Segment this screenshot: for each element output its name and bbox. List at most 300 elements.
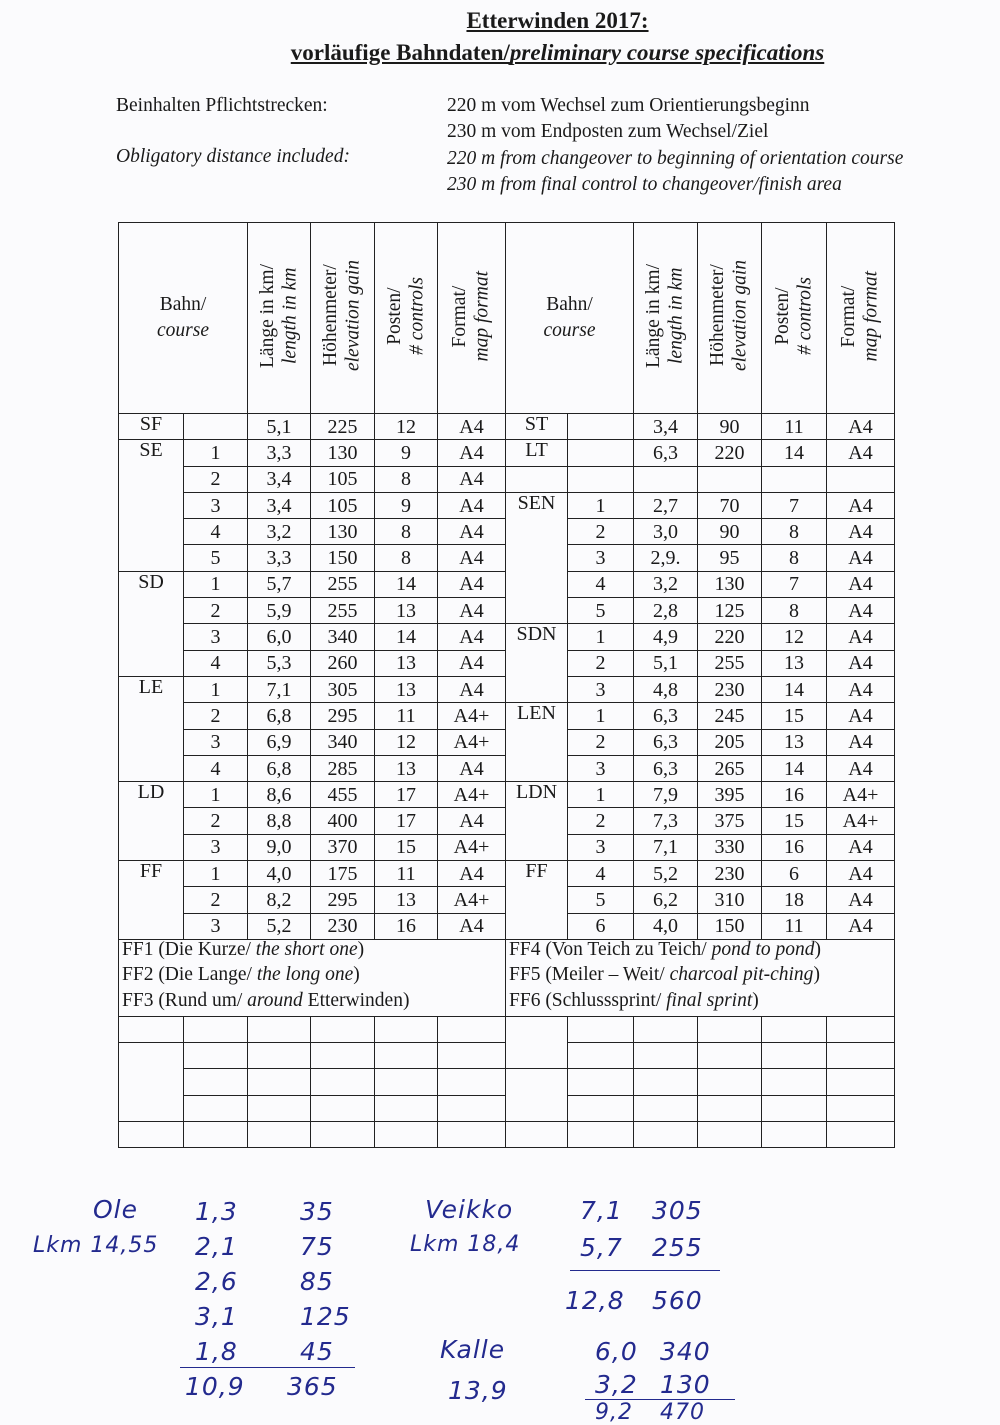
right-cell: 7,3 <box>634 808 698 834</box>
right-cell: 130 <box>698 571 762 597</box>
left-cell: 8 <box>375 545 438 571</box>
left-cell: 150 <box>311 545 375 571</box>
header-format-right: Format/ map format <box>827 223 895 414</box>
left-cell: 2 <box>184 703 248 729</box>
info-en-1: 220 m from changeover to beginning of orientation course <box>447 148 904 169</box>
right-cell: 6,3 <box>634 703 698 729</box>
right-cell <box>506 519 568 545</box>
right-cell: 230 <box>698 861 762 887</box>
left-cell: 455 <box>311 782 375 808</box>
left-cell <box>119 1016 184 1042</box>
ff-note: FF1 (Die Kurze/ the short one) <box>122 938 365 960</box>
right-cell: 7 <box>762 571 827 597</box>
ff-notes-row <box>119 939 895 1016</box>
row-row <box>119 519 895 545</box>
right-cell: 1 <box>568 703 634 729</box>
left-cell: 13 <box>375 676 438 702</box>
left-cell <box>375 1016 438 1042</box>
right-cell <box>568 466 634 492</box>
row2-row <box>119 1095 895 1121</box>
right-cell: A4 <box>827 571 895 597</box>
left-cell: 260 <box>311 650 375 676</box>
left-cell: 340 <box>311 729 375 755</box>
right-cell <box>698 466 762 492</box>
right-cell <box>698 1069 762 1095</box>
right-cell: A4 <box>827 545 895 571</box>
left-cell: A4+ <box>438 834 506 860</box>
left-cell: 3,4 <box>248 466 311 492</box>
row-row <box>119 545 895 571</box>
right-cell: A4 <box>827 492 895 518</box>
right-cell <box>506 808 568 834</box>
left-cell: 3,3 <box>248 440 311 466</box>
right-cell: 220 <box>698 624 762 650</box>
row-row <box>119 913 895 939</box>
ff-note: FF2 (Die Lange/ the long one) <box>122 964 360 986</box>
left-cell: A4 <box>438 755 506 781</box>
right-cell: 4,0 <box>634 913 698 939</box>
right-cell <box>762 1016 827 1042</box>
right-cell <box>568 1069 634 1095</box>
right-cell: A4 <box>827 913 895 939</box>
right-cell <box>634 1043 698 1069</box>
right-cell <box>698 1122 762 1148</box>
right-cell: LDN <box>506 782 568 808</box>
left-cell: LD <box>119 782 184 808</box>
right-cell <box>698 1095 762 1121</box>
hand-ole-hm: 75 <box>300 1232 334 1261</box>
left-cell: 3,3 <box>248 545 311 571</box>
hand-kalle-hm-1: 340 <box>660 1337 711 1366</box>
left-cell <box>438 1122 506 1148</box>
right-cell: 16 <box>762 782 827 808</box>
row2-row <box>119 1069 895 1095</box>
row-row <box>119 755 895 781</box>
left-cell <box>119 729 184 755</box>
right-cell <box>634 1122 698 1148</box>
left-cell: 17 <box>375 808 438 834</box>
left-cell <box>248 1016 311 1042</box>
right-cell: A4 <box>827 755 895 781</box>
right-cell: A4 <box>827 650 895 676</box>
left-cell <box>119 545 184 571</box>
right-cell: 1 <box>568 782 634 808</box>
hand-veikko-km: Lkm 18,4 <box>410 1232 521 1257</box>
left-cell <box>119 492 184 518</box>
row-row <box>119 492 895 518</box>
left-cell <box>438 1043 506 1069</box>
row-row <box>119 624 895 650</box>
left-cell: 14 <box>375 624 438 650</box>
ff-notes-left <box>119 939 506 1016</box>
left-cell <box>375 1069 438 1095</box>
right-cell: 1 <box>568 624 634 650</box>
left-cell: 14 <box>375 571 438 597</box>
right-cell: 1 <box>568 492 634 518</box>
left-cell: 1 <box>184 782 248 808</box>
left-cell: A4 <box>438 545 506 571</box>
header-length-left: Länge in km/ length in km <box>248 223 311 414</box>
right-cell <box>827 1043 895 1069</box>
left-cell <box>438 1016 506 1042</box>
right-cell: 7,9 <box>634 782 698 808</box>
right-cell: 245 <box>698 703 762 729</box>
hand-ole-hm: 85 <box>300 1267 334 1296</box>
right-cell <box>506 598 568 624</box>
left-cell <box>311 1069 375 1095</box>
right-cell: 3 <box>568 545 634 571</box>
info-de-1: 220 m vom Wechsel zum Orientierungsbeginn <box>447 95 810 116</box>
left-cell: 9,0 <box>248 834 311 860</box>
left-cell <box>311 1122 375 1148</box>
row2-row <box>119 1122 895 1148</box>
left-cell: 3 <box>184 729 248 755</box>
left-cell <box>248 1043 311 1069</box>
left-cell: A4 <box>438 571 506 597</box>
left-cell <box>119 808 184 834</box>
ff-notes-right <box>506 939 895 1016</box>
right-cell: 4 <box>568 861 634 887</box>
right-cell: 15 <box>762 703 827 729</box>
right-cell <box>506 1122 568 1148</box>
row-row <box>119 598 895 624</box>
row-row <box>119 466 895 492</box>
row2-row <box>119 1043 895 1069</box>
left-cell: 2 <box>184 808 248 834</box>
left-cell: 6,0 <box>248 624 311 650</box>
right-cell: 14 <box>762 755 827 781</box>
right-cell <box>762 1095 827 1121</box>
course-table <box>118 222 895 1148</box>
left-cell: SE <box>119 440 184 466</box>
right-cell: 6 <box>568 913 634 939</box>
left-cell: 13 <box>375 755 438 781</box>
right-cell: LEN <box>506 703 568 729</box>
right-cell: 4 <box>568 571 634 597</box>
left-cell <box>119 703 184 729</box>
left-cell: 7,1 <box>248 676 311 702</box>
right-cell: A4 <box>827 861 895 887</box>
right-cell: 6,3 <box>634 755 698 781</box>
right-cell <box>506 650 568 676</box>
page-subtitle: vorläufige Bahndaten/preliminary course specifications <box>290 40 825 65</box>
right-cell <box>827 1122 895 1148</box>
right-cell: A4 <box>827 519 895 545</box>
left-cell: 4,0 <box>248 861 311 887</box>
header-format-left: Format/ map format <box>438 223 506 414</box>
right-cell <box>506 1016 568 1042</box>
left-cell: 370 <box>311 834 375 860</box>
hand-ole-km: 1,8 <box>195 1337 238 1366</box>
right-cell: 6,3 <box>634 729 698 755</box>
right-cell: 6,2 <box>634 887 698 913</box>
hand-kalle-name: Kalle <box>440 1335 506 1364</box>
right-cell: SDN <box>506 624 568 650</box>
left-cell <box>375 1095 438 1121</box>
right-cell: 14 <box>762 676 827 702</box>
right-cell: 70 <box>698 492 762 518</box>
row-row <box>119 703 895 729</box>
left-cell: A4+ <box>438 703 506 729</box>
left-cell <box>119 650 184 676</box>
left-cell: 5,2 <box>248 913 311 939</box>
right-cell <box>506 834 568 860</box>
right-cell <box>506 545 568 571</box>
right-cell <box>634 1095 698 1121</box>
left-cell <box>119 519 184 545</box>
left-cell: A4+ <box>438 782 506 808</box>
hand-veikko-sum-hm: 560 <box>652 1286 703 1315</box>
hand-ole-hm: 125 <box>300 1302 351 1331</box>
right-cell: A4 <box>827 729 895 755</box>
right-cell <box>698 1016 762 1042</box>
left-cell: 3,4 <box>248 492 311 518</box>
hand-veikko-km-2: 5,7 <box>580 1233 623 1262</box>
left-cell <box>119 466 184 492</box>
left-cell <box>119 598 184 624</box>
hand-veikko-sum-km: 12,8 <box>565 1286 625 1315</box>
left-cell: A4 <box>438 913 506 939</box>
left-cell: 105 <box>311 466 375 492</box>
right-cell: A4 <box>827 414 895 440</box>
left-cell <box>119 1095 184 1121</box>
left-cell <box>119 624 184 650</box>
right-cell: 90 <box>698 519 762 545</box>
right-cell <box>827 466 895 492</box>
info-label-de: Beinhalten Pflichtstrecken: <box>116 95 328 116</box>
row-row <box>119 414 895 440</box>
left-cell: 5,3 <box>248 650 311 676</box>
left-cell: 11 <box>375 703 438 729</box>
left-cell: 13 <box>375 598 438 624</box>
left-cell <box>119 755 184 781</box>
left-cell: 5,7 <box>248 571 311 597</box>
right-cell: 16 <box>762 834 827 860</box>
left-cell: A4 <box>438 466 506 492</box>
right-cell <box>506 1095 568 1121</box>
left-cell: A4 <box>438 519 506 545</box>
left-cell <box>184 1095 248 1121</box>
left-cell <box>311 1095 375 1121</box>
right-cell: 11 <box>762 414 827 440</box>
hand-kalle-km-2: 3,2 <box>595 1370 638 1399</box>
left-cell: 13 <box>375 650 438 676</box>
right-cell: A4 <box>827 598 895 624</box>
left-cell: 3 <box>184 913 248 939</box>
table-header-row <box>119 223 895 414</box>
hand-ole-hm: 35 <box>300 1197 334 1226</box>
left-cell: 12 <box>375 729 438 755</box>
left-cell: A4 <box>438 440 506 466</box>
left-cell <box>119 913 184 939</box>
row-row <box>119 729 895 755</box>
right-cell <box>827 1095 895 1121</box>
left-cell: LE <box>119 676 184 702</box>
right-cell: 3 <box>568 676 634 702</box>
right-cell <box>506 571 568 597</box>
right-cell <box>762 1122 827 1148</box>
left-cell: 285 <box>311 755 375 781</box>
left-cell: 305 <box>311 676 375 702</box>
left-cell: 3 <box>184 624 248 650</box>
right-cell: 13 <box>762 650 827 676</box>
hand-kalle-km-1: 6,0 <box>595 1337 638 1366</box>
right-cell: A4 <box>827 887 895 913</box>
right-cell: 6,3 <box>634 440 698 466</box>
right-cell: 2,7 <box>634 492 698 518</box>
right-cell: 6 <box>762 861 827 887</box>
right-cell <box>827 1069 895 1095</box>
right-cell: A4 <box>827 440 895 466</box>
left-cell: 2 <box>184 887 248 913</box>
left-cell: A4 <box>438 492 506 518</box>
right-cell: 2 <box>568 650 634 676</box>
left-cell: 5 <box>184 545 248 571</box>
right-cell <box>568 1016 634 1042</box>
left-cell: 105 <box>311 492 375 518</box>
header-controls-left: Posten/ # controls <box>375 223 438 414</box>
right-cell: 375 <box>698 808 762 834</box>
right-cell <box>762 1069 827 1095</box>
left-cell: 15 <box>375 834 438 860</box>
hand-ole-km: 2,6 <box>195 1267 238 1296</box>
right-cell: 12 <box>762 624 827 650</box>
right-cell: 3,4 <box>634 414 698 440</box>
right-cell <box>568 440 634 466</box>
left-cell: A4 <box>438 598 506 624</box>
left-cell: 225 <box>311 414 375 440</box>
left-cell <box>119 1043 184 1069</box>
left-cell: 5,9 <box>248 598 311 624</box>
left-cell <box>248 1095 311 1121</box>
right-cell <box>827 1016 895 1042</box>
left-cell <box>184 1016 248 1042</box>
right-cell <box>506 913 568 939</box>
header-course-left: Bahn/ course <box>119 223 248 414</box>
right-cell: 150 <box>698 913 762 939</box>
left-cell <box>119 887 184 913</box>
left-cell: 2 <box>184 598 248 624</box>
right-cell: 5 <box>568 598 634 624</box>
left-cell: 4 <box>184 519 248 545</box>
left-cell: 13 <box>375 887 438 913</box>
left-cell: A4+ <box>438 729 506 755</box>
left-cell <box>184 414 248 440</box>
hand-veikko-hm-2: 255 <box>652 1233 703 1262</box>
hand-ole-sum-line <box>180 1367 355 1368</box>
page-title: Etterwinden 2017: <box>466 8 649 33</box>
left-cell: 6,9 <box>248 729 311 755</box>
hand-veikko-sum-line <box>570 1270 720 1271</box>
hand-ole-km: 1,3 <box>195 1197 238 1226</box>
ff-note: FF4 (Von Teich zu Teich/ pond to pond) <box>509 938 821 960</box>
right-cell: 8 <box>762 545 827 571</box>
left-cell <box>375 1122 438 1148</box>
left-cell: 175 <box>311 861 375 887</box>
left-cell: 2 <box>184 466 248 492</box>
right-cell <box>506 887 568 913</box>
hand-ole-name: Ole <box>93 1195 139 1224</box>
right-cell: 3,2 <box>634 571 698 597</box>
right-cell: 8 <box>762 598 827 624</box>
right-cell: A4 <box>827 676 895 702</box>
right-cell: 5 <box>568 887 634 913</box>
left-cell: 4 <box>184 755 248 781</box>
left-cell: 1 <box>184 676 248 702</box>
right-cell: 125 <box>698 598 762 624</box>
right-cell: 95 <box>698 545 762 571</box>
info-de-2: 230 m vom Endposten zum Wechsel/Ziel <box>447 121 769 142</box>
left-cell <box>248 1122 311 1148</box>
right-cell: 2 <box>568 729 634 755</box>
left-cell: SD <box>119 571 184 597</box>
right-cell: 7 <box>762 492 827 518</box>
right-cell <box>762 1043 827 1069</box>
left-cell: A4+ <box>438 887 506 913</box>
hand-kalle-sum-km: 9,2 <box>595 1400 633 1425</box>
right-cell: 90 <box>698 414 762 440</box>
hand-ole-km: Lkm 14,55 <box>33 1233 159 1258</box>
row-row <box>119 834 895 860</box>
hand-kalle-hm-2: 130 <box>660 1370 711 1399</box>
right-cell <box>506 729 568 755</box>
left-cell <box>311 1043 375 1069</box>
left-cell: A4 <box>438 650 506 676</box>
left-cell: 3 <box>184 492 248 518</box>
header-elevation-left: Höhenmeter/ elevation gain <box>311 223 375 414</box>
right-cell: 5,2 <box>634 861 698 887</box>
left-cell: 1 <box>184 571 248 597</box>
right-cell: A4+ <box>827 808 895 834</box>
right-cell <box>568 1122 634 1148</box>
left-cell: 230 <box>311 913 375 939</box>
left-cell: 12 <box>375 414 438 440</box>
right-cell: 11 <box>762 913 827 939</box>
left-cell <box>184 1122 248 1148</box>
left-cell: 4 <box>184 650 248 676</box>
hand-ole-km: 3,1 <box>195 1302 238 1331</box>
left-cell: 9 <box>375 492 438 518</box>
left-cell: 400 <box>311 808 375 834</box>
info-label-en: Obligatory distance included: <box>116 146 350 167</box>
hand-kalle-value: 13,9 <box>448 1376 508 1405</box>
right-cell: 7,1 <box>634 834 698 860</box>
right-cell <box>634 466 698 492</box>
left-cell: 8 <box>375 466 438 492</box>
left-cell: 8,6 <box>248 782 311 808</box>
right-cell <box>568 414 634 440</box>
right-cell: 3 <box>568 834 634 860</box>
right-cell <box>634 1069 698 1095</box>
row-row <box>119 676 895 702</box>
right-cell: 8 <box>762 519 827 545</box>
left-cell: 5,1 <box>248 414 311 440</box>
right-cell: ST <box>506 414 568 440</box>
row-row <box>119 887 895 913</box>
right-cell: 310 <box>698 887 762 913</box>
header-length-right: Länge in km/ length in km <box>634 223 698 414</box>
right-cell: 13 <box>762 729 827 755</box>
left-cell: 130 <box>311 519 375 545</box>
right-cell: 255 <box>698 650 762 676</box>
right-cell: 3,0 <box>634 519 698 545</box>
left-cell <box>184 1043 248 1069</box>
left-cell: 8,2 <box>248 887 311 913</box>
left-cell: FF <box>119 861 184 887</box>
left-cell <box>119 1069 184 1095</box>
row-row <box>119 571 895 597</box>
left-cell: 255 <box>311 598 375 624</box>
